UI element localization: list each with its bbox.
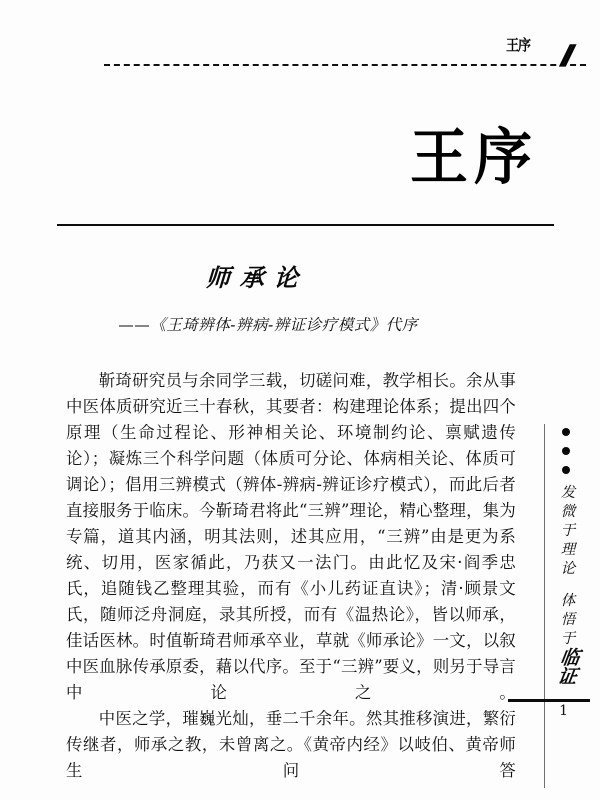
side-vertical-rule (544, 424, 545, 788)
dot-icon (562, 428, 570, 436)
section-subtitle: ——《王琦辨体-辨病-辨证诊疗模式》代序 (118, 316, 418, 334)
dot-icon (562, 466, 570, 474)
page-number-rule (508, 699, 590, 702)
side-phrase-theory (555, 484, 581, 579)
dot-icon (562, 447, 570, 455)
running-header-label: 王序 (505, 36, 530, 54)
double-slash-icon: // (559, 40, 570, 73)
page-number: 1 (559, 703, 568, 719)
side-phrase-practice-lead: 体悟于 (560, 593, 576, 647)
side-phrase-theory-lead: 发微于理 (560, 485, 576, 558)
title-divider (57, 224, 554, 226)
paragraph: 中医之学，璀巍光灿，垂二千余年。然其推移演进，繁衍传继者，师承之教，未曾离之。《黄帝内经》以岐伯、黄帝师生问答 (66, 709, 516, 780)
side-phrase-practice (555, 592, 581, 687)
side-phrase-practice-tail: 临证 (556, 647, 580, 688)
paragraph: 靳琦研究员与余同学三载，切磋问难，教学相长。余从事中医体质研究近三十春秋，其要者：构建理论体系；提出四个原理（生命过程论、形神相关论、环境制约论、禀赋遗传论）；凝炼三个科学问题（体质可分论、体病相关论、体质可调论）；倡用三辨模式（辨体-辨病-辨证诊疗模式），而此后者直接服务于临床。今靳琦君将此“三辨”理论，精心整理，集为专篇，道其内涵，明其法则，述其应用，“三辨”由是更为系统、切用，医家循此，乃获又一法门。由此忆及宋·阎季忠氏，追随钱乙整理其验，而有《小儿药证直诀》；清·顾景文氏，随师泛舟洞庭，录其所授，而有《温热论》，皆以师承，佳话医林。时值靳琦君师承卒业，草就《师承论》一文，以叙中医血脉传承原委，藉以代序。至于“三辨”要义，则另于导言中论之。 (66, 371, 516, 702)
side-phrase-theory-tail: 论 (560, 561, 576, 577)
side-margin-note (522, 424, 592, 754)
running-header (0, 34, 600, 80)
header-dashed-rule (104, 64, 586, 66)
side-dots-icon (562, 428, 570, 474)
section-heading: 师承论 (205, 263, 309, 292)
body-text (66, 368, 516, 784)
page-title: 王序 (409, 121, 538, 193)
